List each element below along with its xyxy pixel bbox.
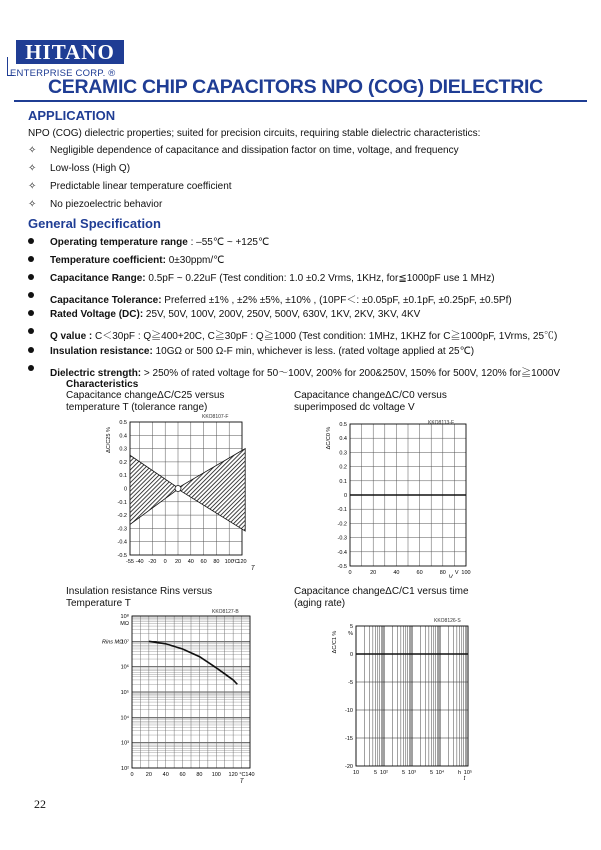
chart-caption-line: Temperature T xyxy=(66,598,131,609)
tolerance-band-left xyxy=(130,455,178,524)
y-tick-label: -20 xyxy=(345,764,353,770)
x-tick-label: -20 xyxy=(148,559,157,565)
dc-voltage-chart xyxy=(320,420,480,578)
x-tick-label: 10⁴ xyxy=(435,770,445,776)
spec-value: 10GΩ or 500 Ω-F min, whichever is less. (rated voltage applied at 25℃) xyxy=(152,346,475,357)
application-item-text: No piezoelectric behavior xyxy=(50,199,163,210)
y-tick-label: % xyxy=(348,631,353,637)
y-tick-label: -10 xyxy=(345,708,353,714)
x-tick-label: 100 xyxy=(461,570,471,576)
insulation-resistance-chart xyxy=(92,608,262,783)
x-tick-label: 60 xyxy=(179,772,186,778)
y-tick-label: -5 xyxy=(348,680,353,686)
y-tick-label: 0.3 xyxy=(119,446,127,453)
x-tick-label: 40 xyxy=(187,559,194,565)
application-item-text: Low-loss (High Q) xyxy=(50,163,131,174)
x-axis-label: T xyxy=(251,566,255,572)
y-tick-label: 10⁸ xyxy=(120,614,129,620)
chart-caption xyxy=(294,390,447,414)
y-tick-label: 0.4 xyxy=(339,436,347,443)
y-tick-label: 5 xyxy=(349,624,353,630)
application-item-text: Negligible dependence of capacitance and dissipation factor on time, voltage, and frequency xyxy=(50,145,459,156)
y-tick-label: 0.2 xyxy=(339,464,347,471)
bullet-icon xyxy=(28,346,42,357)
y-tick-label: 0.1 xyxy=(339,478,347,485)
diamond-marker-icon: ✧ xyxy=(28,163,37,174)
y-tick-label: 10⁴ xyxy=(120,715,129,722)
chart-code: KKO8107-F xyxy=(202,414,229,420)
chart-caption-line: superimposed dc voltage V xyxy=(294,402,415,413)
bullet-icon xyxy=(28,309,42,320)
page-title: CERAMIC CHIP CAPACITORS NPO (COG) DIELECTRIC xyxy=(48,76,543,98)
spec-value: 25V, 50V, 100V, 200V, 250V, 500V, 630V, 1KV, 2KV, 3KV, 4KV xyxy=(143,309,421,320)
spec-label: Capacitance Tolerance: xyxy=(50,295,162,306)
chart-code: KKO8127-B xyxy=(212,609,239,615)
y-tick-label: 10² xyxy=(121,766,129,772)
x-tick-label: 10⁵ xyxy=(463,770,473,776)
y-tick-label: 0.5 xyxy=(119,420,127,426)
x-tick-label: -40 xyxy=(135,559,144,565)
spec-value: 0.5pF ~ 0.22uF (Test condition: 1.0 ±0.2 Vrms, 1KHz, for≦1000pF use 1 MHz) xyxy=(145,273,495,284)
y-tick-label: 0.5 xyxy=(339,422,347,428)
x-axis-label: T xyxy=(239,779,244,783)
spec-value: 0±30ppm/℃ xyxy=(165,255,225,266)
x-tick-label: V xyxy=(454,570,459,576)
reference-point-marker xyxy=(175,486,181,492)
y-tick-label: 0.3 xyxy=(339,450,347,457)
x-tick-label: °C xyxy=(239,772,246,778)
y-tick-label: MΩ xyxy=(120,621,129,627)
x-axis-label: V xyxy=(448,575,453,578)
title-divider xyxy=(14,100,587,102)
logo-text: HITANO xyxy=(25,40,115,64)
chart-caption-line: Capacitance changeΔC/C0 versus xyxy=(294,390,447,401)
spec-heading: General Specification xyxy=(28,216,161,231)
x-tick-label: 80 xyxy=(213,559,220,565)
application-intro: NPO (COG) dielectric properties; suited for precision circuits, requiring stable dielectric characteristics: xyxy=(28,128,481,139)
y-axis-label: Rins MΩ xyxy=(102,639,124,646)
aging-rate-chart xyxy=(328,618,480,780)
bullet-icon xyxy=(28,237,42,248)
spec-label: Rated Voltage (DC): xyxy=(50,309,144,320)
chart-caption-line: Insulation resistance Rins versus xyxy=(66,586,213,597)
chart-caption-line: temperature T (tolerance range) xyxy=(66,402,208,413)
x-tick-label: 0 xyxy=(130,772,134,778)
spec-label: Operating temperature range xyxy=(50,237,188,248)
temperature-tolerance-chart xyxy=(92,410,262,580)
x-tick-label: 20 xyxy=(145,772,152,778)
y-tick-label: -0.3 xyxy=(337,535,347,542)
x-tick-label: 40 xyxy=(162,772,169,778)
y-tick-label: 0.4 xyxy=(119,433,127,440)
logo-subtitle: ENTERPRISE CORP. ® xyxy=(10,68,116,79)
y-tick-label: 10⁶ xyxy=(120,664,129,671)
series-line xyxy=(149,641,238,684)
x-tick-label: 10 xyxy=(352,770,360,776)
y-tick-label: 0 xyxy=(349,652,353,658)
diamond-marker-icon: ✧ xyxy=(28,145,37,156)
x-tick-label: 120 xyxy=(228,772,238,778)
x-tick-label: 80 xyxy=(196,772,203,778)
bullet-icon xyxy=(28,327,42,338)
tolerance-band-right xyxy=(178,449,245,531)
x-tick-label: 20 xyxy=(174,559,182,565)
y-tick-label: -0.1 xyxy=(117,499,127,506)
y-tick-label: -15 xyxy=(345,736,353,742)
application-item-text: Predictable linear temperature coefficient xyxy=(50,181,232,192)
x-tick-label: 10² xyxy=(380,770,388,776)
x-tick-label: h xyxy=(458,770,462,776)
chart-caption-line: Capacitance changeΔC/C25 versus xyxy=(66,390,225,401)
bullet-icon xyxy=(28,291,42,302)
x-axis-label: t xyxy=(463,776,466,780)
x-tick-label: 20 xyxy=(370,570,377,576)
y-axis-label: ΔC/C1 % xyxy=(332,630,338,654)
y-tick-label: -0.4 xyxy=(117,539,127,546)
bullet-icon xyxy=(28,364,42,375)
chart-caption-line: (aging rate) xyxy=(294,598,346,609)
spec-value: : –55℃ ~ +125℃ xyxy=(187,237,270,248)
spec-value: > 250% of rated voltage for 50～100V, 200% for 200&250V, 150% for 500V, 120% for≧1000V xyxy=(141,368,561,379)
x-tick-label: 5 xyxy=(402,770,406,776)
y-tick-label: -0.2 xyxy=(117,513,127,520)
bullet-icon xyxy=(28,273,42,284)
y-tick-label: -0.2 xyxy=(337,521,347,528)
x-tick-label: -55 xyxy=(126,559,134,565)
y-tick-label: 10⁷ xyxy=(120,639,129,646)
characteristics-heading: Characteristics xyxy=(66,379,139,390)
y-tick-label: 10⁵ xyxy=(120,690,129,696)
page-number: 22 xyxy=(34,797,46,811)
spec-label: Temperature coefficient: xyxy=(50,255,166,266)
y-tick-label: -0.1 xyxy=(337,507,347,514)
company-logo xyxy=(16,40,124,64)
x-tick-label: 0 xyxy=(163,559,167,565)
x-tick-label: 100 xyxy=(211,772,221,778)
y-axis-label: ΔC/C0 % xyxy=(326,426,332,450)
y-tick-label: 10³ xyxy=(121,740,129,747)
x-tick-label: 60 xyxy=(416,570,423,576)
y-tick-label: 0 xyxy=(343,493,347,499)
x-tick-label: 140 xyxy=(245,772,255,778)
x-tick-label: 120 xyxy=(237,559,247,565)
spec-label: Dielectric strength: xyxy=(50,368,142,379)
chart-caption xyxy=(66,586,212,610)
diamond-marker-icon: ✧ xyxy=(28,181,37,192)
x-tick-label: 100 xyxy=(224,559,234,565)
x-tick-label: 0 xyxy=(348,570,352,576)
x-tick-label: 60 xyxy=(200,559,207,565)
y-tick-label: -0.5 xyxy=(337,564,347,570)
y-tick-label: 0 xyxy=(123,486,127,493)
y-tick-label: 0.1 xyxy=(119,473,127,480)
spec-label: Q value : xyxy=(50,331,93,342)
x-tick-label: 5 xyxy=(374,770,378,776)
x-tick-label: 5 xyxy=(430,770,434,776)
spec-value: C＜30pF : Q≧400+20C, C≧30pF : Q≧1000 (Test condition: 1MHz, 1KHZ for C≧1000pF, 1Vrms, 25℃) xyxy=(92,331,558,342)
x-tick-label: 10³ xyxy=(408,770,416,776)
y-tick-label: 0.2 xyxy=(119,459,127,466)
y-tick-label: -0.3 xyxy=(117,526,127,533)
application-heading: APPLICATION xyxy=(28,108,116,123)
chart-caption-line: Capacitance changeΔC/C1 versus time xyxy=(294,586,469,597)
bullet-icon xyxy=(28,255,42,266)
x-tick-label: °C xyxy=(232,559,239,565)
y-tick-label: -0.4 xyxy=(337,549,347,556)
chart-code: KKO8126-S xyxy=(434,618,461,624)
spec-label: Capacitance Range: xyxy=(50,273,146,284)
diamond-marker-icon: ✧ xyxy=(28,199,37,210)
spec-label: Insulation resistance: xyxy=(50,346,153,357)
y-axis-label: ΔC/C25 % xyxy=(106,427,112,453)
chart-code: KKO8113-F xyxy=(428,420,455,426)
y-tick-label: -0.5 xyxy=(117,553,127,559)
spec-value: Preferred ±1% , ±2% ±5%, ±10% , (10PF＜: ±0.05pF, ±0.1pF, ±0.25pF, ±0.5Pf) xyxy=(161,295,512,306)
chart-caption xyxy=(294,586,469,610)
x-tick-label: 80 xyxy=(439,570,446,576)
x-tick-label: 40 xyxy=(393,570,400,576)
